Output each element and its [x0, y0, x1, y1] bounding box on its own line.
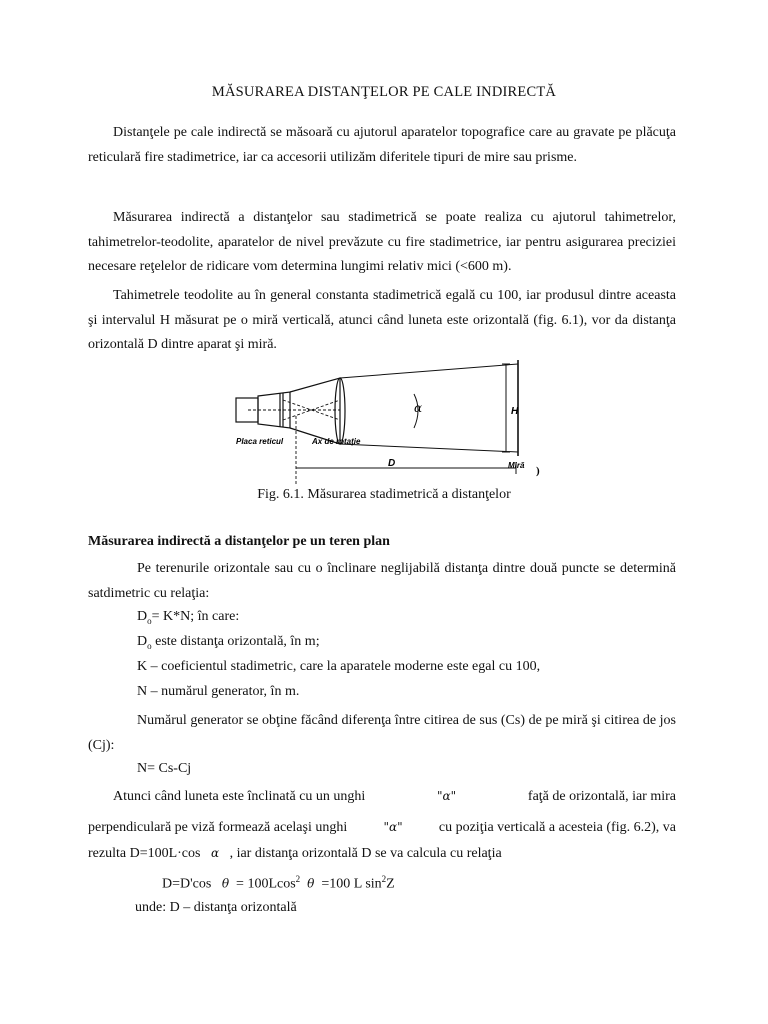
- paragraph-5: Numărul generator se obţine făcând diferenţa între citirea de sus (Cs) de pe miră şi citirea de jos (Cj):: [88, 713, 676, 753]
- paragraph-4: Pe terenurile orizontale sau cu o înclinare neglijabilă distanţa dintre două puncte se determină satdimetric cu relaţia:: [88, 561, 676, 601]
- formula-1: $D_o= K*N$; în care:: [137, 609, 240, 626]
- svg-text:): ): [536, 465, 540, 477]
- definition-k: K – coeficientul stadimetric, care la aparatele moderne este egal cu 100,: [137, 659, 541, 674]
- unde-line: unde: D – distanţa orizontală: [135, 900, 297, 915]
- rod-label: Miră: [508, 461, 525, 470]
- axis-label: Ax de rotaţie: [312, 437, 361, 446]
- paragraph-2: Măsurarea indirectă a distanţelor sau stadimetrică se poate realiza cu ajutorul tahimetrelor, tahimetrelor-teodolite, aparatelor de nivel prevăzute cu fire stadimetrice, iar pentru asigurarea preciziei necesare reţelelor de ridicare vom determina lungimi relativ mici (<600 m).: [88, 210, 676, 274]
- section-heading: Măsurarea indirectă a distanţelor pe un teren plan: [88, 534, 390, 549]
- plate-label: Placa reticul: [236, 437, 284, 446]
- paragraph-3: Tahimetrele teodolite au în general constanta stadimetrică egală cu 100, iar produsul dintre aceasta şi intervalul H măsurat pe o miră verticală, atunci când luneta este orizontală (fig. 6.1), vor da distanţa orizontală D dintre aparat şi miră.: [88, 288, 676, 352]
- paragraph-1: Distanţele pe cale indirectă se măsoară cu ajutorul aparatelor topografice care au gravate pe plăcuţa reticulară fire stadimetrice, iar ca accesorii utilizăm diferitele tipuri de mire sau prisme.: [88, 125, 676, 165]
- stadimetric-diagram: [228, 356, 548, 486]
- paragraph-6: Atunci când luneta este înclinată cu un unghi "α" faţă de orizontală, iar mira: [113, 789, 676, 804]
- definition-d0: $D_o$ este distanţa orizontală, în m;: [137, 634, 320, 651]
- page-title: MĂSURAREA DISTANŢELOR PE CALE INDIRECTĂ: [211, 84, 557, 100]
- paragraph-8: rezulta D=100L·cos α , iar distanţa orizontală D se va calcula cu relaţia: [88, 846, 502, 861]
- formula-2: N= Cs-Cj: [137, 761, 192, 776]
- figure-caption: Fig. 6.1. Măsurarea stadimetrică a distanţelor: [257, 487, 511, 502]
- definition-n: N – numărul generator, în m.: [137, 684, 300, 699]
- h-label: H: [511, 406, 519, 417]
- lower-ray: [340, 444, 518, 452]
- stadimetric-figure: [228, 356, 548, 486]
- upper-ray: [340, 364, 518, 378]
- paragraph-7: perpendiculară pe viză formează acelaşi unghi "α" cu poziţia verticală a acesteia (fig. 6.2), va: [88, 820, 676, 835]
- objective-cone: [290, 378, 340, 444]
- alpha-label: α: [414, 401, 423, 415]
- d-label: D: [388, 458, 396, 469]
- formula-3: D=D'cos θ = 100Lcos$^2$ θ =100 L $\sin^2Z$: [162, 874, 395, 892]
